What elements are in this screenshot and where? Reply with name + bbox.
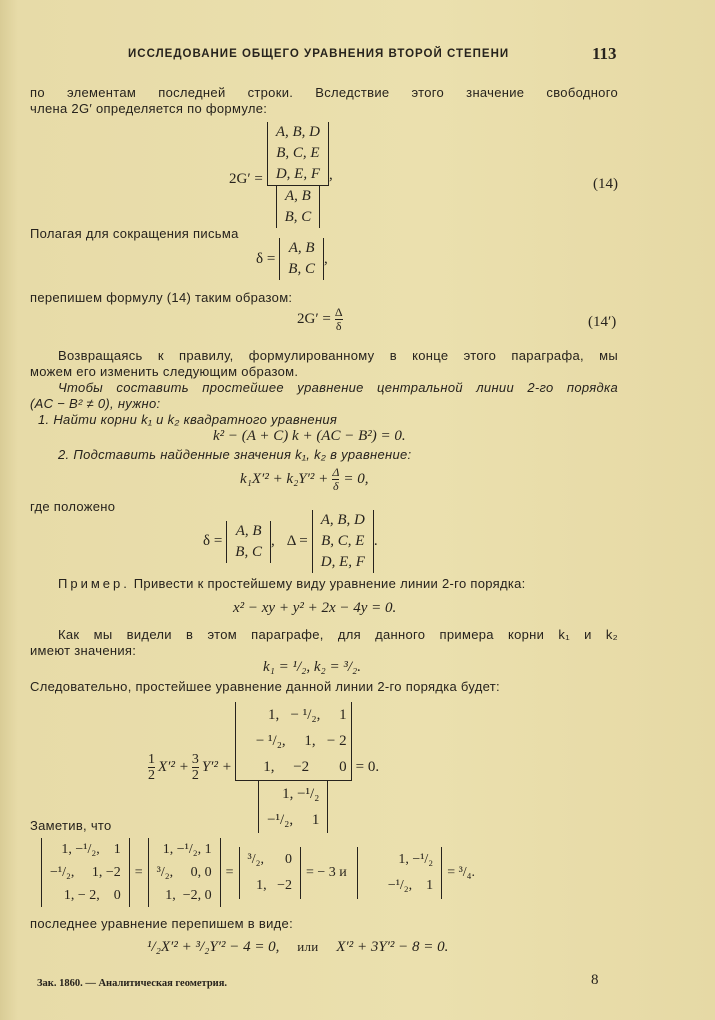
det-row: 1, −¹/₂ [398, 851, 434, 867]
determinant-3x3 [41, 838, 130, 907]
equation-14 [229, 122, 333, 228]
equals: = [225, 864, 234, 880]
numerator: Δ [334, 305, 343, 319]
conjunction: или [297, 939, 319, 954]
det-row: 1, − 2, 0 [63, 888, 121, 903]
equation-number: (14) [593, 176, 618, 192]
determinant-3x3 [235, 702, 352, 780]
example-line [58, 576, 526, 591]
paragraph-line: члена 2G′ определяется по формуле: [30, 101, 268, 116]
quadratic-equation: k² − (A + C) k + (AC − B²) = 0. [213, 428, 406, 444]
comma: , [329, 166, 333, 183]
equals: = [134, 864, 143, 880]
equals-minus-three: = − 3 и [306, 864, 347, 880]
numerator: 1 [148, 752, 155, 767]
rule-line: Чтобы составить простейшее уравнение центральной линии 2-го порядка [58, 380, 618, 395]
det-row: 1, − ¹/₂, 1 [268, 707, 347, 723]
det-row: 1, −¹/₂, 1 [162, 842, 212, 857]
equation-lhs: k₁X′² + k₂Y′² + [240, 471, 329, 487]
paragraph-line: Заметив, что [30, 818, 112, 833]
det-row: 1, −2, 0 [165, 888, 212, 903]
det-row: B, C [288, 261, 315, 277]
reduced-equation [148, 702, 379, 833]
det-row: −¹/₂, 1, −2 [50, 865, 121, 880]
final-equation [147, 939, 448, 956]
paragraph-line: Как мы видели в этом параграфе, для данного примера корни k₁ и k₂ [58, 627, 618, 642]
numerator: Δ [332, 465, 340, 479]
det-row: 1, −¹/₂ [282, 786, 320, 802]
paragraph-line: можем его изменить следующим образом. [30, 364, 299, 379]
det-row: D, E, F [320, 554, 365, 570]
term: Y′² + [201, 759, 232, 775]
fraction [192, 752, 199, 783]
det-row: D, E, F [275, 166, 320, 182]
paragraph-line: Следовательно, простейшее уравнение данной линии 2-го порядка будет: [30, 679, 500, 694]
equation-lhs: Δ = [286, 533, 308, 549]
equation-lhs: 2G′ = [297, 311, 331, 327]
denominator: δ [333, 479, 339, 493]
denominator: δ [335, 319, 342, 333]
paragraph-line: где положено [30, 499, 116, 514]
det-row: B, C, E [321, 533, 365, 549]
example-text: Привести к простейшему виду уравнение линии 2-го порядка: [133, 576, 526, 591]
numerator: 3 [191, 752, 199, 767]
equation-rhs: = 0. [355, 759, 380, 775]
det-row: A, B [285, 188, 311, 204]
equation-a: ¹/₂X′² + ³/₂Y′² − 4 = 0, [147, 939, 280, 955]
rule-line: (AC − B² ≠ 0), нужно: [30, 396, 161, 411]
fraction [235, 702, 352, 833]
equation-rhs: = 0, [343, 471, 369, 487]
det-row: −¹/₂, 1 [267, 812, 320, 828]
running-header: ИССЛЕДОВАНИЕ ОБЩЕГО УРАВНЕНИЯ ВТОРОЙ СТЕПЕНИ [128, 48, 510, 60]
fraction [332, 466, 339, 493]
roots: k₁ = ¹/₂, k₂ = ³/₂. [263, 659, 361, 675]
paragraph-line: перепишем формулу (14) таким образом: [30, 290, 293, 305]
det-row: B, C [235, 543, 262, 560]
equation-rhs: = ³/₄. [447, 864, 476, 880]
equation-14-prime [297, 306, 343, 333]
fraction [335, 306, 343, 333]
determinant-chain [41, 838, 475, 907]
determinant-2x2 [357, 847, 442, 899]
printer-footer: Зак. 1860. — Аналитическая геометрия. [37, 978, 228, 989]
paragraph-line: Возвращаясь к правилу, формулированному в конце этого параграфа, мы [58, 348, 618, 363]
det-row: A, B, D [320, 512, 365, 528]
delta-definition [256, 238, 328, 280]
comma: , [323, 250, 328, 267]
fraction [267, 122, 329, 228]
period: . [373, 533, 378, 549]
det-row: A, B [288, 240, 315, 256]
fraction [148, 752, 155, 783]
det-row: ³/₂, 0, 0 [156, 865, 212, 880]
paragraph-line: последнее уравнение перепишем в виде: [30, 916, 293, 931]
rule-step-1: 1. Найти корни k₁ и k₂ квадратного уравнения [38, 412, 338, 427]
paragraph-line: имеют значения: [30, 643, 137, 658]
det-row: ³/₂, 0 [247, 851, 293, 867]
denominator: 2 [148, 768, 155, 783]
det-row: A, B, D [275, 124, 320, 140]
equation-lhs: δ = [256, 250, 276, 267]
det-row: 1, −2 0 [263, 759, 347, 775]
det-row: B, C, E [276, 145, 320, 161]
determinant-2x2 [239, 847, 301, 899]
determinant-2x2 [226, 521, 271, 563]
determinant-3x3 [148, 838, 221, 907]
paragraph-line: Полагая для сокращения письма [30, 226, 239, 241]
determinant-definitions [203, 510, 378, 573]
determinant-3x3 [312, 510, 374, 573]
det-row: 1, −2 [256, 877, 293, 893]
example-equation: x² − xy + y² + 2x − 4y = 0. [233, 600, 397, 616]
det-row: 1, −¹/₂, 1 [61, 842, 121, 857]
denominator: 2 [191, 768, 199, 783]
determinant-2x2 [276, 186, 321, 228]
determinant-2x2 [258, 781, 328, 833]
page-number: 113 [592, 44, 617, 63]
det-row: B, C [284, 209, 312, 225]
equation-lhs: 2G′ = [229, 170, 263, 187]
det-row: − ¹/₂, 1, − 2 [255, 733, 347, 749]
rule-step-2: 2. Подставить найденные значения k₁, k₂ в уравнение: [58, 447, 412, 462]
det-row: A, B [235, 522, 262, 539]
canonical-equation [240, 466, 368, 493]
equation-number: (14′) [588, 314, 617, 330]
determinant-2x2 [279, 238, 324, 280]
signature-number: 8 [591, 972, 599, 988]
example-label: Пример. [58, 576, 130, 591]
determinant-3x3 [267, 122, 329, 185]
det-row: −¹/₂, 1 [387, 877, 434, 893]
equation-lhs: δ = [203, 533, 223, 549]
term: X′² + [158, 759, 189, 775]
paragraph-line: по элементам последней строки. Вследствие этого значение свободного [30, 85, 618, 100]
equation-b: X′² + 3Y′² − 8 = 0. [336, 939, 449, 955]
comma: , [270, 533, 275, 549]
